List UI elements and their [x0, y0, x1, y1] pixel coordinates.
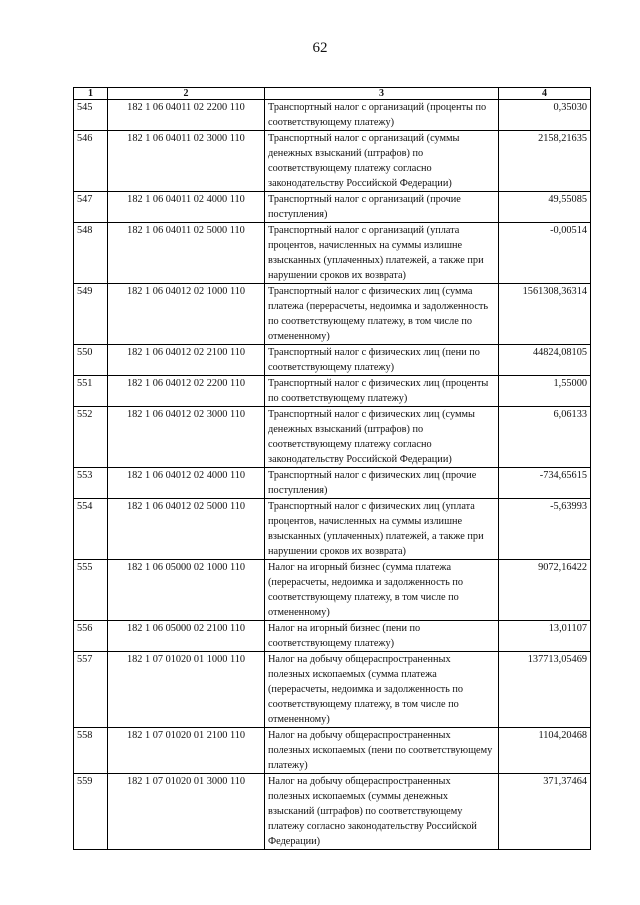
revenue-name: Налог на добычу общераспространенных полезных ископаемых (сумма платежа (перерасчеты, недоимка и задолженность по соответствующему платежу, в том числе по отмененному) — [265, 652, 499, 728]
budget-code: 182 1 07 01020 01 3000 110 — [108, 774, 265, 850]
budget-code: 182 1 06 04011 02 4000 110 — [108, 192, 265, 223]
table-row — [74, 284, 591, 345]
table-row — [74, 407, 591, 468]
revenue-name: Транспортный налог с физических лиц (сумма платежа (перерасчеты, недоимка и задолженность по соответствующему платежу, в том числе по отмененному) — [265, 284, 499, 345]
budget-code: 182 1 06 04012 02 5000 110 — [108, 499, 265, 560]
amount: 137713,05469 — [499, 652, 591, 728]
amount: 13,01107 — [499, 621, 591, 652]
row-number: 547 — [74, 192, 108, 223]
revenue-name: Налог на добычу общераспространенных полезных ископаемых (пени по соответствующему платежу) — [265, 728, 499, 774]
amount: 1,55000 — [499, 376, 591, 407]
budget-code: 182 1 06 04011 02 5000 110 — [108, 223, 265, 284]
table-row — [74, 499, 591, 560]
row-number: 546 — [74, 131, 108, 192]
row-number: 559 — [74, 774, 108, 850]
table-body — [74, 100, 591, 850]
row-number: 558 — [74, 728, 108, 774]
table-row — [74, 223, 591, 284]
row-number: 554 — [74, 499, 108, 560]
revenue-name: Транспортный налог с физических лиц (прочие поступления) — [265, 468, 499, 499]
amount: 1561308,36314 — [499, 284, 591, 345]
budget-code: 182 1 06 04012 02 1000 110 — [108, 284, 265, 345]
table-row — [74, 192, 591, 223]
revenue-name: Транспортный налог с организаций (уплата процентов, начисленных на суммы излишне взысканных (уплаченных) платежей, а также при нарушении сроков их возврата) — [265, 223, 499, 284]
budget-code: 182 1 06 04012 02 2100 110 — [108, 345, 265, 376]
revenue-name: Транспортный налог с организаций (проценты по соответствующему платежу) — [265, 100, 499, 131]
revenue-name: Транспортный налог с организаций (прочие поступления) — [265, 192, 499, 223]
table-row — [74, 345, 591, 376]
amount: -5,63993 — [499, 499, 591, 560]
table-row — [74, 774, 591, 850]
row-number: 553 — [74, 468, 108, 499]
table-row — [74, 100, 591, 131]
table-row — [74, 468, 591, 499]
row-number: 550 — [74, 345, 108, 376]
page-number: 62 — [312, 40, 328, 56]
amount: 44824,08105 — [499, 345, 591, 376]
revenue-name: Транспортный налог с физических лиц (суммы денежных взысканий (штрафов) по соответствующему платежу согласно законодательству Российской Федерации) — [265, 407, 499, 468]
table-row — [74, 131, 591, 192]
table-row — [74, 728, 591, 774]
row-number: 552 — [74, 407, 108, 468]
row-number: 556 — [74, 621, 108, 652]
table-row — [74, 621, 591, 652]
amount: -0,00514 — [499, 223, 591, 284]
amount: -734,65615 — [499, 468, 591, 499]
budget-code: 182 1 07 01020 01 1000 110 — [108, 652, 265, 728]
revenue-name: Транспортный налог с физических лиц (пени по соответствующему платежу) — [265, 345, 499, 376]
revenue-name: Налог на игорный бизнес (сумма платежа (перерасчеты, недоимка и задолженность по соответствующему платежу, в том числе по отмененному) — [265, 560, 499, 621]
budget-code: 182 1 06 04012 02 4000 110 — [108, 468, 265, 499]
amount: 2158,21635 — [499, 131, 591, 192]
table-header-row — [74, 88, 591, 100]
row-number: 549 — [74, 284, 108, 345]
budget-table — [73, 87, 591, 850]
budget-code: 182 1 06 04012 02 2200 110 — [108, 376, 265, 407]
amount: 9072,16422 — [499, 560, 591, 621]
column-header-4: 4 — [499, 88, 591, 100]
budget-code: 182 1 06 05000 02 2100 110 — [108, 621, 265, 652]
row-number: 545 — [74, 100, 108, 131]
column-header-3: 3 — [265, 88, 499, 100]
budget-code: 182 1 06 04011 02 3000 110 — [108, 131, 265, 192]
row-number: 555 — [74, 560, 108, 621]
budget-code: 182 1 07 01020 01 2100 110 — [108, 728, 265, 774]
revenue-name: Транспортный налог с организаций (суммы денежных взысканий (штрафов) по соответствующему платежу согласно законодательству Российской Федерации) — [265, 131, 499, 192]
amount: 1104,20468 — [499, 728, 591, 774]
column-header-2: 2 — [108, 88, 265, 100]
revenue-name: Налог на добычу общераспространенных полезных ископаемых (суммы денежных взысканий (штрафов) по соответствующему платежу согласно законодательству Российской Федерации) — [265, 774, 499, 850]
table-row — [74, 652, 591, 728]
budget-code: 182 1 06 05000 02 1000 110 — [108, 560, 265, 621]
amount: 6,06133 — [499, 407, 591, 468]
amount: 0,35030 — [499, 100, 591, 131]
revenue-name: Транспортный налог с физических лиц (уплата процентов, начисленных на суммы излишне взысканных (уплаченных) платежей, а также при нарушении сроков их возврата) — [265, 499, 499, 560]
budget-code: 182 1 06 04012 02 3000 110 — [108, 407, 265, 468]
amount: 371,37464 — [499, 774, 591, 850]
revenue-name: Транспортный налог с физических лиц (проценты по соответствующему платежу) — [265, 376, 499, 407]
row-number: 548 — [74, 223, 108, 284]
table-row — [74, 376, 591, 407]
budget-code: 182 1 06 04011 02 2200 110 — [108, 100, 265, 131]
revenue-name: Налог на игорный бизнес (пени по соответствующему платежу) — [265, 621, 499, 652]
column-header-1: 1 — [74, 88, 108, 100]
row-number: 551 — [74, 376, 108, 407]
amount: 49,55085 — [499, 192, 591, 223]
row-number: 557 — [74, 652, 108, 728]
table-row — [74, 560, 591, 621]
